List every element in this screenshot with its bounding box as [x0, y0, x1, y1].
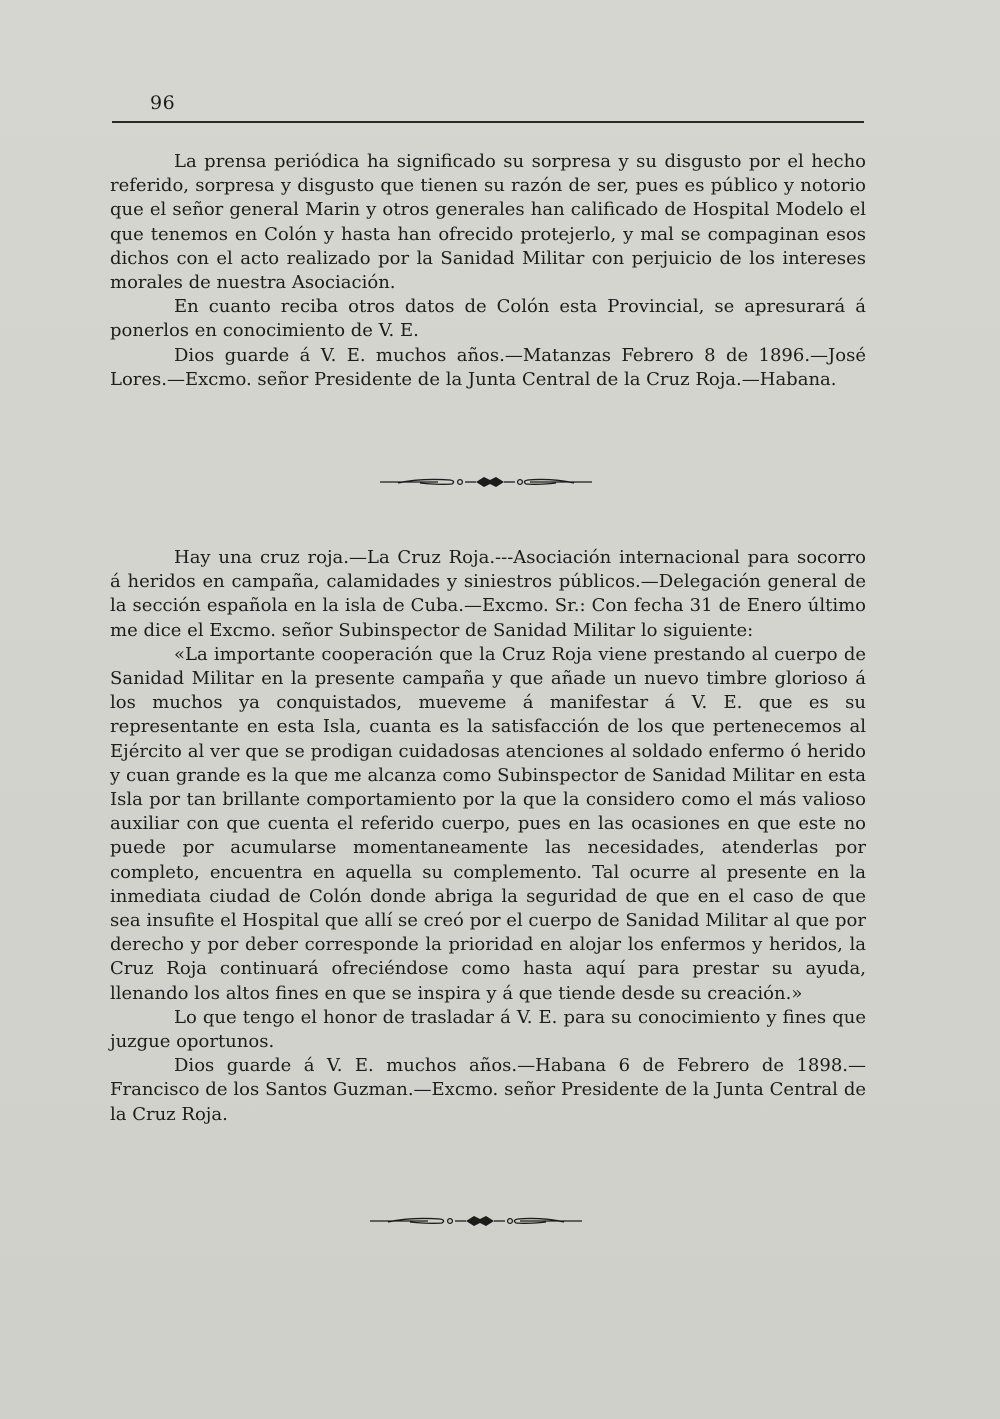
paragraph: En cuanto reciba otros datos de Colón esta Provincial, se apresurará á ponerlos en conocimiento de V. E. — [110, 296, 866, 342]
flourish-divider-icon — [370, 1213, 582, 1227]
letter-matanzas — [110, 150, 866, 392]
paragraph: Hay una cruz roja.—La Cruz Roja.---Asociación internacional para socorro á heridos en campaña, calamidades y siniestros públicos.—Delegación general de la sección española en la isla de Cuba.—Excmo. Sr.: Con fecha 31 de Enero último me dice el Excmo. señor Subinspector de Sanidad Militar lo siguiente: — [110, 547, 866, 641]
page-number: 96 — [150, 92, 176, 114]
letter-habana — [110, 546, 866, 1127]
flourish-divider-icon — [380, 474, 592, 488]
paragraph: «La importante cooperación que la Cruz Roja viene prestando al cuerpo de Sanidad Militar en la presente campaña y que añade un nuevo timbre glorioso á los muchos ya conquistados, mueveme á manifestar á V. E. que es su representante en esta Isla, cuanta es la satisfacción de los que pertenecemos al Ejército al ver que se prodigan cuidadosas atenciones al soldado enfermo ó herido y cuan grande es la que me alcanza como Subinspector de Sanidad Militar en esta Isla por tan brillante comportamiento por la que la considero como el más valioso auxiliar con que cuenta el referido cuerpo, pues en las ocasiones en que este no puede por acumularse momentaneamente las necesidades, atenderlas por completo, encuentra en aquella su complemento. Tal ocurre al presente en la inmediata ciudad de Colón donde abriga la seguridad de que en el caso de que sea insufite el Hospital que allí se creó por el cuerpo de Sanidad Militar al que por derecho y por deber corresponde la prioridad en alojar los enfermos y heridos, la Cruz Roja continuará ofreciéndose como hasta aquí para prestar su ayuda, llenando los altos fines en que se inspira y á que tiende desde su creación.» — [110, 643, 866, 1004]
header-rule — [112, 121, 864, 123]
paragraph: La prensa periódica ha significado su sorpresa y su disgusto por el hecho referido, sorpresa y disgusto que tienen su razón de ser, pues es público y notorio que el señor general Marin y otros generales han calificado de Hospital Modelo el que tenemos en Colón y hasta han ofrecido protejerlo, y mal se compaginan esos dichos con el acto realizado por la Sanidad Militar con perjuicio de los intereses morales de nuestra Asociación. — [110, 151, 866, 294]
paragraph: Dios guarde á V. E. muchos años.—Matanzas Febrero 8 de 1896.—José Lores.—Excmo. señor Presidente de la Junta Central de la Cruz Roja.—Habana. — [110, 344, 866, 390]
paragraph: Lo que tengo el honor de trasladar á V. E. para su conocimiento y fines que juzgue oportunos. — [110, 1006, 866, 1053]
paragraph: Dios guarde á V. E. muchos años.—Habana 6 de Febrero de 1898.— Francisco de los Santos Guzman.—Excmo. señor Presidente de la Junta Central de la Cruz Roja. — [110, 1055, 866, 1125]
